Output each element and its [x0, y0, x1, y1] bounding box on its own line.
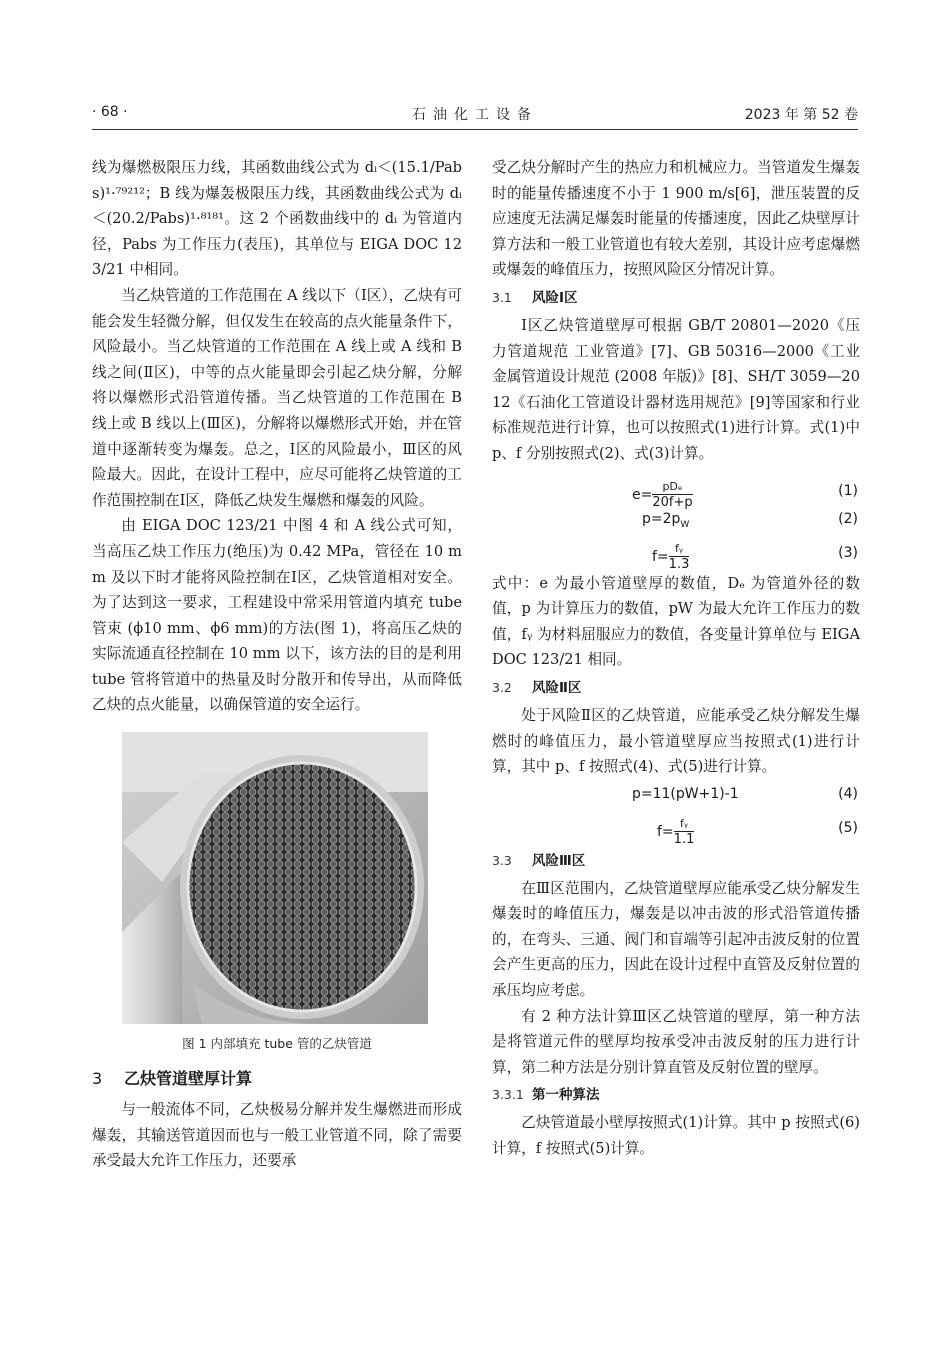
paragraph: 在Ⅲ区范围内，乙炔管道壁厚应能承受乙炔分解发生爆轰时的峰值压力，爆轰是以冲击波的形式沿管道传播的，在弯头、三通、阀门和盲端等引起冲击波反射的位置会产生更高的压力，因此在设计过程中直管及反射位置的承压均应考虑。 [492, 879, 860, 1000]
eq-body: p=11(pW+1)-1 [632, 785, 739, 802]
eq-number: (2) [838, 510, 858, 527]
paragraph: 由 EIGA DOC 123/21 中图 4 和 A 线公式可知，当高压乙炔工作压力(绝压)为 0.42 MPa，管径在 10 mm 及以下时才能将风险控制在Ⅰ区，乙炔管道相对安全。为了达到这一要求，工程建设中常采用管道内填充 tube 管束 (ϕ10 mm、ϕ6 mm)的方法(图 1)，将高压乙炔的实际流通直径控制在 10 mm 以下，该方法的目的是利用 tube 管将管道中的热量及时分散开和传导出，从而降低乙炔的点火能量，以确保管道的安全运行。 [92, 517, 462, 714]
journal-title: 石油化工设备 [412, 107, 538, 123]
eq-denominator: 1.3 [668, 556, 690, 572]
subsection-heading [492, 677, 860, 699]
subsection-title: 风险Ⅱ区 [532, 679, 582, 696]
subsection-heading [492, 1084, 860, 1106]
right-column [492, 155, 860, 1162]
eq-body: p=2p [642, 510, 681, 527]
paragraph: 处于风险Ⅱ区的乙炔管道，应能承受乙炔分解发生爆燃时的峰值压力，最小管道壁厚应当按照式(1)进行计算，其中 p、f 按照式(4)、式(5)进行计算。 [492, 706, 860, 776]
paragraph: 有 2 种方法计算Ⅲ区乙炔管道的壁厚，第一种方法是将管道元件的壁厚均按承受冲击波反射的压力进行计算，第二种方法是分别计算直管及反射位置的壁厚。 [492, 1007, 860, 1076]
eq-lhs: e= [632, 486, 653, 503]
running-header [92, 104, 858, 126]
pipe-photo-image [122, 732, 428, 1024]
eq-numerator: pDₑ [652, 479, 692, 495]
paragraph: Ⅰ区乙炔管道壁厚可根据 GB/T 20801—2020《压力管道规范 工业管道》[7]、GB 50316—2000《工业金属管道设计规范 (2008 年版)》[8]、SH/T 3059—2012《石油化工管道设计器材选用规范》[9]等国家和行业标准规范进行计算，也可以按照式(1)进行计算。式(1)中 p、f 分别按照式(2)、式(3)计算。 [492, 316, 860, 462]
left-column [92, 155, 462, 1174]
subsection-title: 风险Ⅰ区 [532, 289, 578, 306]
section-number: 3 [92, 1069, 103, 1089]
subsection-number: 3.1 [492, 289, 512, 305]
equation-1 [492, 475, 860, 509]
eq-fraction [669, 541, 690, 573]
subsection-number: 3.2 [492, 679, 512, 695]
figure-pipe-photo [122, 732, 428, 1024]
eq-subscript: W [680, 519, 690, 530]
equation-4 [492, 784, 860, 812]
equation-3 [492, 537, 860, 571]
eq-fraction [652, 479, 692, 511]
paragraph: 式中：e 为最小管道壁厚的数值，Dₑ 为管道外径的数值，p 为计算压力的数值，pW 为最大允许工作压力的数值，fᵧ 为材料屈服应力的数值，各变量计算单位与 EIGA DOC 123/21 相同。 [492, 574, 860, 669]
equation-5 [492, 812, 860, 846]
paragraph: 受乙炔分解时产生的热应力和机械应力。当管道发生爆轰时的能量传播速度不小于 1 900 m/s[6]，泄压装置的反应速度无法满足爆轰时能量的传播速度，因此乙炔壁厚计算方法和一般工业管道也有较大差别，其设计应考虑爆燃或爆轰的峰值压力，按照风险区分情况计算。 [492, 159, 860, 279]
page-number: · 68 · [92, 104, 128, 120]
section-title: 乙炔管道壁厚计算 [124, 1069, 253, 1089]
eq-denominator: 1.1 [673, 831, 695, 847]
paragraph: 与一般流体不同，乙炔极易分解并发生爆燃进而形成爆轰，其输送管道因而也与一般工业管道不同，除了需要承受最大允许工作压力，还要承 [92, 1101, 462, 1170]
eq-fraction [674, 816, 695, 848]
eq-number: (3) [838, 544, 858, 561]
subsection-number: 3.3 [492, 852, 512, 868]
subsection-title: 第一种算法 [532, 1087, 600, 1104]
eq-lhs: f= [652, 548, 669, 565]
year-volume: 2023 年 第 52 卷 [744, 107, 858, 123]
subsection-heading [492, 850, 860, 872]
eq-number: (4) [838, 785, 858, 802]
eq-numerator: fᵧ [674, 816, 695, 832]
eq-lhs: f= [657, 823, 674, 840]
subsection-title: 风险Ⅲ区 [532, 852, 586, 869]
eq-number: (5) [838, 819, 858, 836]
eq-number: (1) [838, 482, 858, 499]
eq-numerator: fᵧ [669, 541, 690, 557]
paragraph: 乙炔管道最小壁厚按照式(1)计算。其中 p 按照式(6)计算，f 按照式(5)计算。 [492, 1114, 860, 1158]
eq-denominator: 20f+p [652, 494, 693, 510]
paragraph: 当乙炔管道的工作范围在 A 线以下（Ⅰ区），乙炔有可能会发生轻微分解，但仅发生在较高的点火能量条件下，风险最小。当乙炔管道的工作范围在 A 线上或 A 线和 B 线之间(Ⅱ区)，中等的点火能量即会引起乙炔分解，分解将以爆燃形式沿管道传播。当乙炔管道的工作范围在 B 线上或 B 线以上(Ⅲ区)，分解将以爆燃形式开始，并在管道中逐渐转变为爆轰。总之，Ⅰ区的风险最小，Ⅲ区的风险最大。因此，在设计工程中，应尽可能将乙炔管道的工作范围控制在Ⅰ区，降低乙炔发生爆燃和爆轰的风险。 [92, 286, 462, 509]
subsection-number: 3.3.1 [492, 1087, 524, 1103]
subsection-heading [492, 287, 860, 309]
header-rule [92, 129, 858, 130]
figure-caption: 图 1 内部填充 tube 管的乙炔管道 [182, 1036, 372, 1052]
paragraph: 线为爆燃极限压力线，其函数曲线公式为 dᵢ＜(15.1/Pabs)¹·⁷⁹²¹²；B 线为爆轰极限压力线，其函数曲线公式为 dᵢ＜(20.2/Pabs)¹·⁸¹⁸¹。这 2 个函数曲线中的 dᵢ 为管道内径，Pabs 为工作压力(表压)，其单位与 EIGA DOC 123/21 中相同。 [92, 159, 462, 279]
equation-2 [492, 509, 860, 537]
section-heading [92, 1066, 462, 1089]
